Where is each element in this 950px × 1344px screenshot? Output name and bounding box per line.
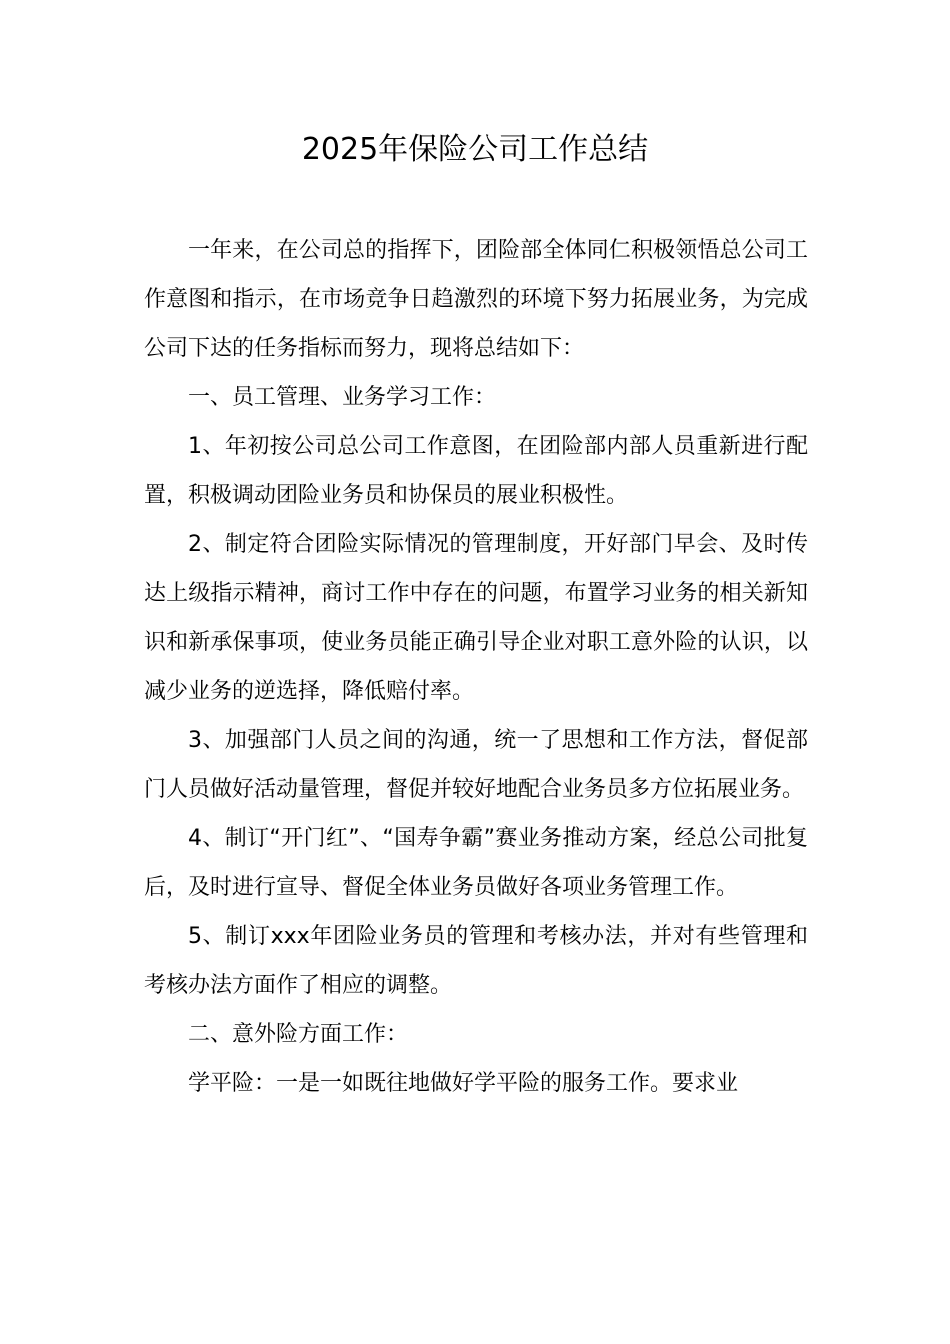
list-item-1: 1、年初按公司总公司工作意图，在团险部内部人员重新进行配置，积极调动团险业务员和协保员的展业积极性。 — [144, 434, 808, 508]
list-item-4: 4、制订“开门红”、“国寿争霸”赛业务推动方案，经总公司批复后，及时进行宣导、督促全体业务员做好各项业务管理工作。 — [144, 826, 808, 900]
student-insurance-paragraph: 学平险：一是一如既往地做好学平险的服务工作。要求业 — [188, 1071, 739, 1096]
section-heading-accident-insurance: 二、意外险方面工作： — [188, 1022, 409, 1047]
list-item-3: 3、加强部门人员之间的沟通，统一了思想和工作方法，督促部门人员做好活动量管理，督促并较好地配合业务员多方位拓展业务。 — [144, 728, 808, 802]
section-heading-staff-management: 一、员工管理、业务学习工作： — [188, 385, 497, 410]
list-item-5: 5、制订xxx年团险业务员的管理和考核办法，并对有些管理和考核办法方面作了相应的调整。 — [144, 924, 808, 998]
document-body — [144, 226, 808, 1108]
document-title: 2025年保险公司工作总结 — [301, 132, 649, 167]
intro-paragraph: 一年来，在公司总的指挥下，团险部全体同仁积极领悟总公司工作意图和指示，在市场竞争日趋激烈的环境下努力拓展业务，为完成公司下达的任务指标而努力，现将总结如下： — [144, 238, 808, 361]
list-item-2: 2、制定符合团险实际情况的管理制度，开好部门早会、及时传达上级指示精神，商讨工作中存在的问题，布置学习业务的相关新知识和新承保事项，使业务员能正确引导企业对职工意外险的认识，以减少业务的逆选择，降低赔付率。 — [144, 532, 808, 704]
